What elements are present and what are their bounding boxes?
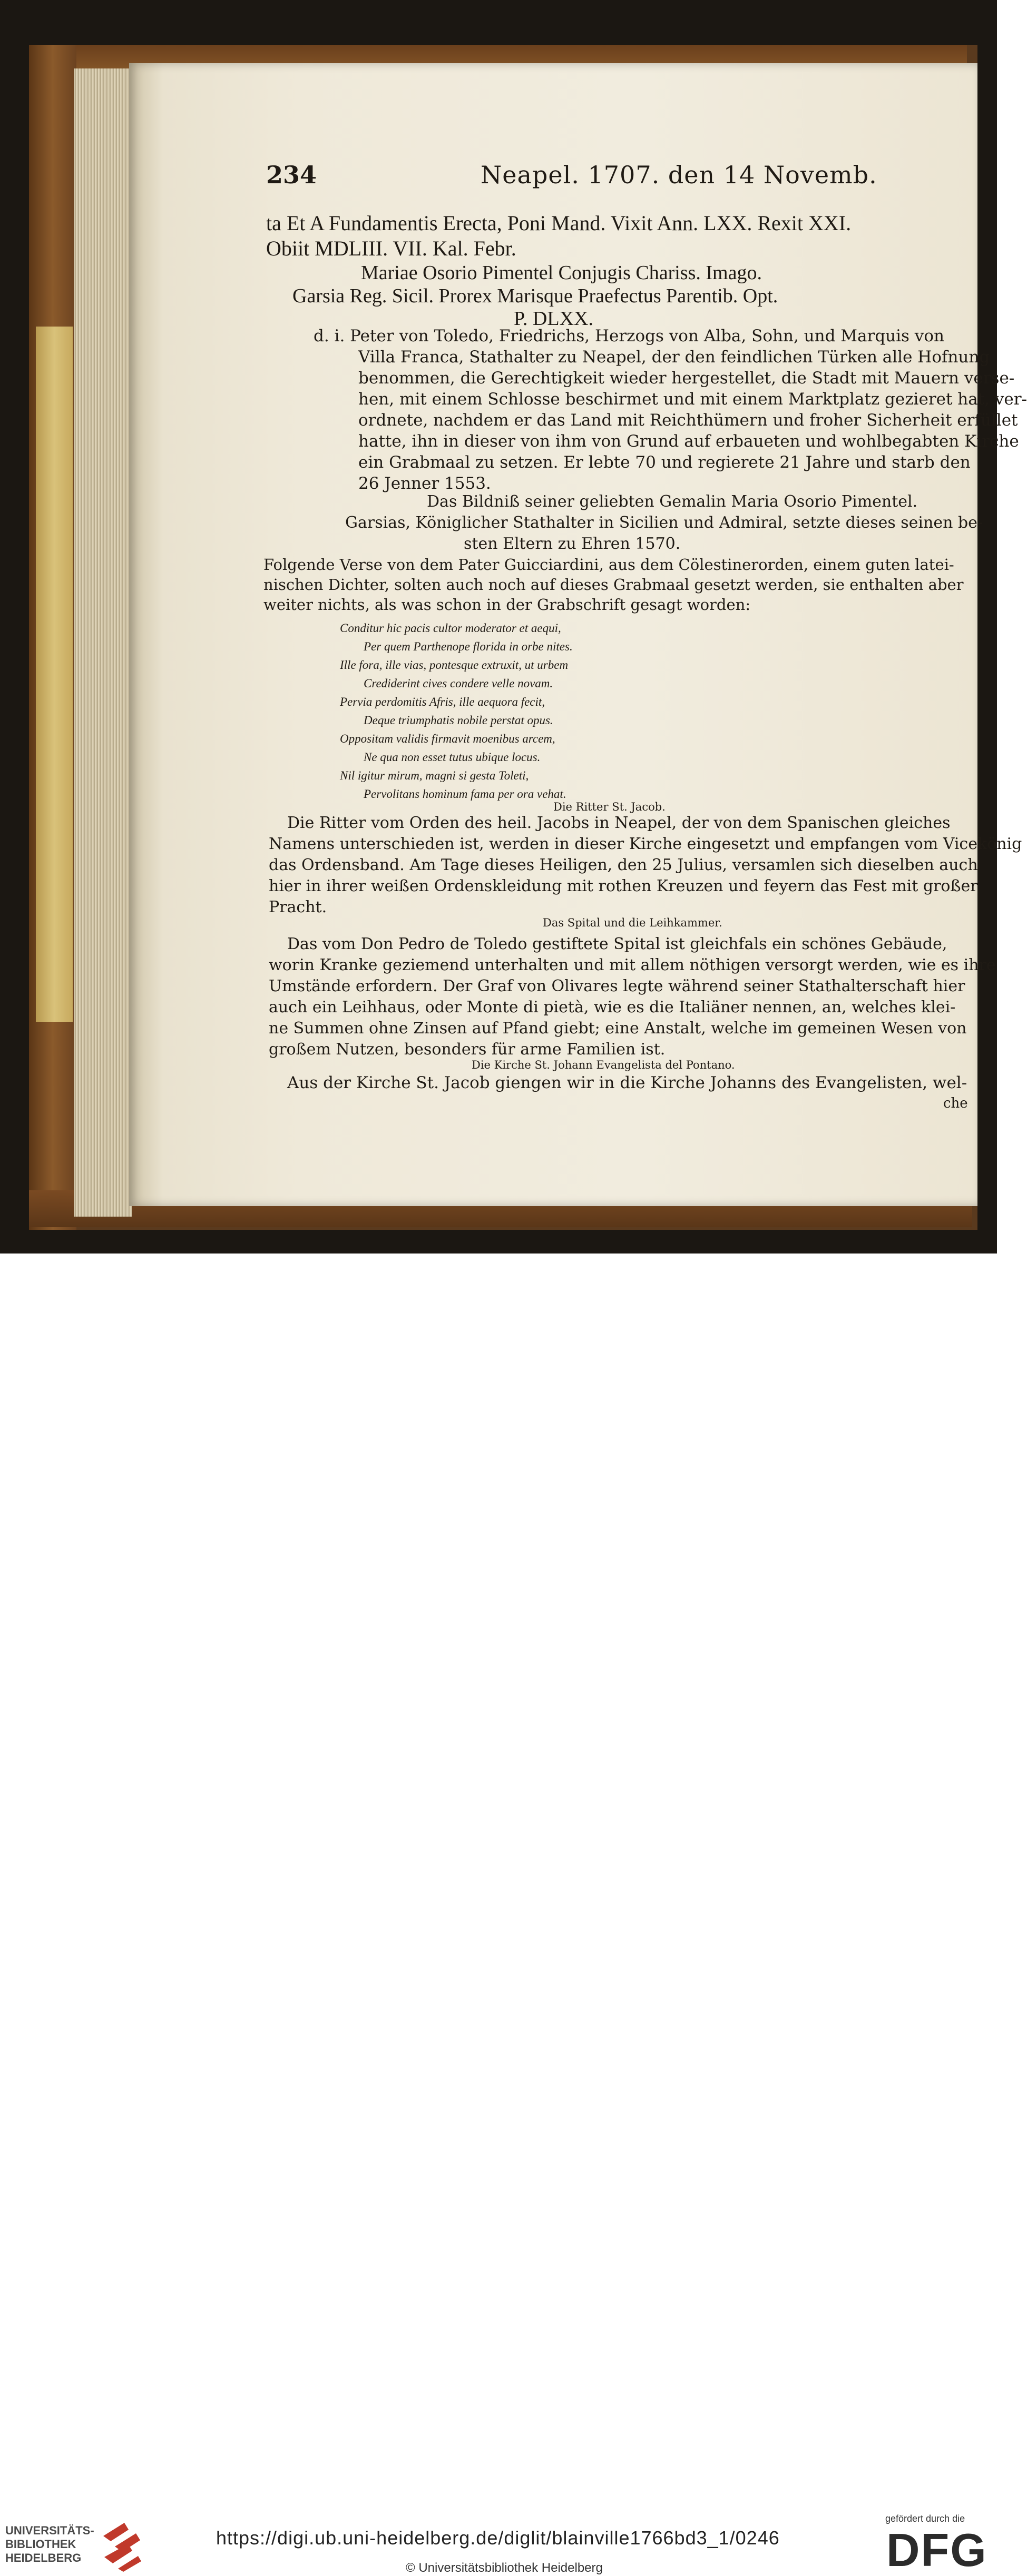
verse-line: Nil igitur mirum, magni si gesta Toleti, (340, 769, 529, 782)
verse-line: Oppositam validis firmavit moenibus arcem, (340, 732, 555, 745)
translation-line: ein Grabmaal zu setzen. Er lebte 70 und regierete 21 Jahre und starb den (358, 453, 971, 472)
translation-line: benommen, die Gerechtigkeit wieder hergestellet, die Stadt mit Mauern verse- (358, 369, 1015, 388)
page-block-edge (74, 68, 132, 1217)
inscription-line: ta Et A Fundamentis Erecta, Poni Mand. Vixit Ann. LXX. Rexit XXI. (266, 211, 852, 235)
logo-line: HEIDELBERG (5, 2551, 82, 2564)
ritter-line: das Ordensband. Am Tage dieses Heiligen, den 25 Julius, versamlen sich dieselben auch (269, 856, 978, 874)
section-caption: Die Kirche St. Johann Evangelista del Pontano. (472, 1059, 735, 1071)
spital-line: großem Nutzen, besonders für arme Familien ist. (269, 1040, 666, 1059)
inscription-line: P. DLXX. (514, 308, 593, 330)
permalink-url[interactable]: https://digi.ub.uni-heidelberg.de/diglit/blainville1766bd3_1/0246 (216, 2527, 780, 2549)
scanned-book-page (0, 0, 1027, 1254)
intro-line: Folgende Verse von dem Pater Guicciardini, aus dem Cölestinerorden, einem guten latei- (263, 556, 954, 574)
translation-line: 26 Jenner 1553. (358, 474, 491, 493)
intro-line: weiter nichts, als was schon in der Grabschrift gesagt worden: (263, 596, 751, 614)
spital-line: ne Summen ohne Zinsen auf Pfand giebt; eine Anstalt, welche im gemeinen Wesen von (269, 1019, 967, 1038)
library-logo-text (5, 2524, 94, 2565)
verse-line: Deque triumphatis nobile perstat opus. (364, 714, 553, 727)
verse-line: Ne qua non esset tutus ubique locus. (364, 751, 541, 764)
cover-marbled-paper (36, 327, 73, 1022)
library-logo-icon (99, 2520, 142, 2573)
dfg-logo: DFG (886, 2524, 987, 2576)
verse-line: Conditur hic pacis cultor moderator et aequi, (340, 621, 561, 635)
translation-line: Das Bildniß seiner geliebten Gemalin Maria Osorio Pimentel. (427, 492, 918, 511)
verse-line: Ille fora, ille vias, pontesque extruxit, ut urbem (340, 658, 569, 672)
catchword: che (943, 1095, 968, 1111)
ritter-line: Die Ritter vom Orden des heil. Jacobs in Neapel, der von dem Spanischen gleiches (287, 814, 951, 832)
translation-line: hen, mit einem Schlosse beschirmet und mit einem Marktplatz gezieret hat, ver- (358, 390, 1027, 409)
viewer-footer (0, 1254, 997, 2576)
logo-line: BIBLIOTHEK (5, 2538, 76, 2551)
verse-line: Per quem Parthenope florida in orbe nites. (364, 640, 573, 653)
translation-line: hatte, ihn in dieser von ihm von Grund auf erbaueten und wohlbegabten Kirche (358, 432, 1019, 451)
kirche-line: Aus der Kirche St. Jacob giengen wir in die Kirche Johanns des Evangelisten, wel- (287, 1073, 967, 1092)
spital-line: Umstände erfordern. Der Graf von Olivares legte während seiner Stathalterschaft hier (269, 977, 965, 995)
verse-line: Crediderint cives condere velle novam. (364, 677, 553, 690)
inscription-line: Obiit MDLIII. VII. Kal. Febr. (266, 236, 516, 260)
funding-note: gefördert durch die (885, 2513, 965, 2524)
translation-line: d. i. Peter von Toledo, Friedrichs, Herzogs von Alba, Sohn, und Marquis von (314, 327, 944, 346)
section-caption: Das Spital und die Leihkammer. (543, 916, 722, 929)
copyright-notice: © Universitätsbibliothek Heidelberg (406, 2561, 603, 2575)
translation-line: sten Eltern zu Ehren 1570. (464, 535, 681, 553)
ritter-line: Pracht. (269, 898, 327, 916)
translation-line: Villa Franca, Stathalter zu Neapel, der den feindlichen Türken alle Hofnung (358, 348, 990, 367)
verse-line: Pervia perdomitis Afris, ille aequora fecit, (340, 695, 545, 708)
translation-line: Garsias, Königlicher Stathalter in Sicilien und Admiral, setzte dieses seinen be- (345, 514, 983, 532)
intro-line: nischen Dichter, solten auch noch auf dieses Grabmaal gesetzt werden, sie enthalten aber (263, 576, 964, 594)
spital-line: auch ein Leihhaus, oder Monte di pietà, wie es die Italiäner nennen, an, welches klei- (269, 998, 956, 1016)
running-head (266, 161, 983, 198)
spital-line: worin Kranke geziemend unterhalten und mit allem nöthigen versorgt werden, wie es ihre (269, 956, 996, 974)
spital-line: Das vom Don Pedro de Toledo gestiftete Spital ist gleichfals ein schönes Gebäude, (287, 935, 947, 953)
verse-line: Pervolitans hominum fama per ora vehat. (364, 787, 566, 801)
running-title: Neapel. 1707. den 14 Novemb. (481, 161, 877, 189)
translation-line: ordnete, nachdem er das Land mit Reichthümern und froher Sicherheit erfüllet (358, 411, 1018, 430)
inscription-line: Garsia Reg. Sicil. Prorex Marisque Praefectus Parentib. Opt. (292, 285, 778, 307)
page-number: 234 (266, 161, 317, 189)
ritter-line: Namens unterschieden ist, werden in dieser Kirche eingesetzt und empfangen vom Vicekönig (269, 835, 1022, 853)
logo-line: UNIVERSITÄTS- (5, 2524, 94, 2537)
inscription-line: Mariae Osorio Pimentel Conjugis Chariss. Imago. (361, 262, 762, 284)
ritter-line: hier in ihrer weißen Ordenskleidung mit rothen Kreuzen und feyern das Fest mit großer (269, 877, 978, 895)
section-caption: Die Ritter St. Jacob. (553, 801, 666, 813)
